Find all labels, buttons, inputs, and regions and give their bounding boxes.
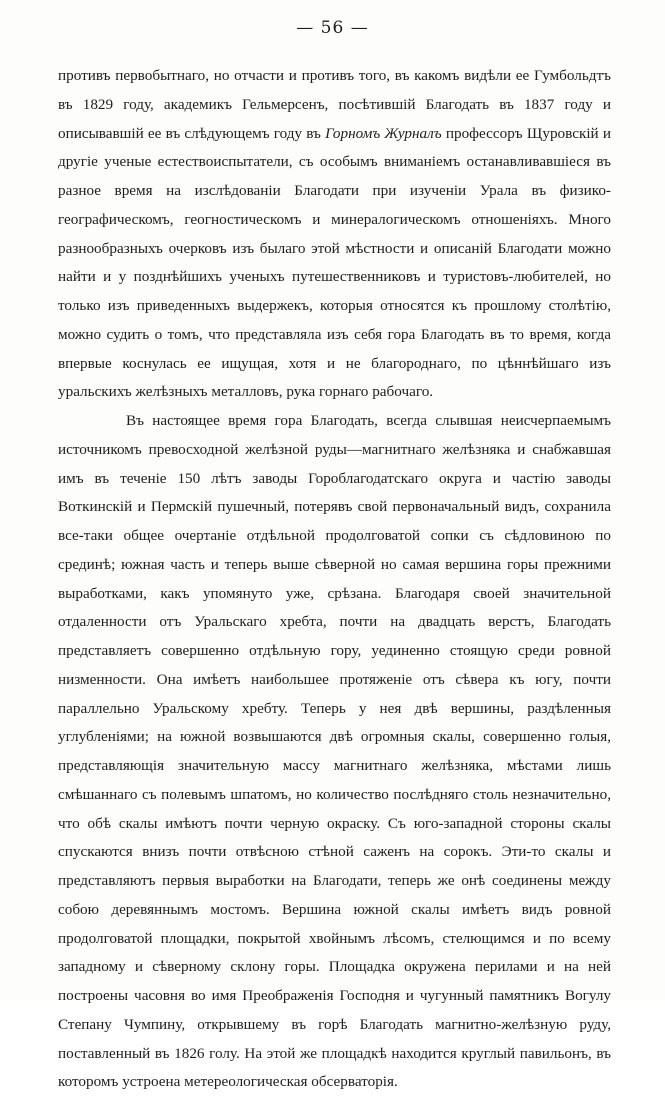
paragraph-2: Въ настоящее время гора Благодать, всегда слывшая неисчерпаемымъ источникомъ превосходной желѣзной руды—магнитнаго желѣзняка и снабжавшая имъ въ теченіе 150 лѣтъ заводы Гороблагодатскаго округа и частію заводы Воткинскій и Пермскій пушечный, потерявъ свой первоначальный видъ, сохранила все-таки общее очертаніе отдѣльной продолговатой сопки съ сѣдловиною по срединѣ; южная часть и теперь выше сѣверной но самая вершина горы прежними выработками, какъ упомянуто уже, срѣзана. Благодаря своей значительной отдаленности отъ Уральскаго хребта, почти на двадцать верстъ, Благодать представляетъ совершенно отдѣльную гору, уединенно стоящую среди ровной низменности. Она имѣетъ наибольшее протяженіе отъ сѣвера къ югу, почти параллельно Уральскому хребту. Теперь у нея двѣ вершины, раздѣленныя углубленіями; на южной возвышаются двѣ огромныя скалы, совершенно голыя, представляющія значительную массу магнитнаго желѣзняка, мѣстами лишь смѣшаннаго съ полевымъ шпатомъ, но количество послѣдняго столь незначительно, что обѣ скалы имѣютъ почти черную окраску. Съ юго-западной стороны скалы спускаются внизъ почти отвѣсною стѣной саженъ на сорокъ. Эти-то скалы и представляютъ первыя выработки на Благодати, теперь же онѣ соединены между собою деревяннымъ мостомъ. Вершина южной скалы имѣетъ видъ ровной продолговатой площадки, покрытой хвойнымъ лѣсомъ, стелющимся и по всему западному и сѣверному склону горы. Площадка окружена перилами и на ней построены часовня во имя Преображенія Господня и чугунный памятникъ Вогулу Степану Чумпину, открывшему въ горѣ Благодать магнитно-желѣзную руду, поставленный въ 1826 голу. На этой же площадкѣ находится круглый павильонъ, въ которомъ устроена метереологическая обсерваторія. [58,412,611,1091]
paragraph-1 [58,62,611,407]
journal-title: Горномъ Журналъ [325,124,442,142]
page-number: — 56 — [296,18,369,38]
paragraph-1-part-2: профессоръ Щуровскій и другіе ученые естествоиспытатели, съ особымъ вниманіемъ останавливавшіеся въ разное время на изслѣдованіи Благодати при изученіи Урала въ физико-географическомъ, геогностическомъ и минералогическомъ отношеніяхъ. Много разнообразныхъ очерковъ изъ былаго этой мѣстности и описаній Благодати можно найти и у позднѣйшихъ ученыхъ путешественниковъ и туристовъ-любителей, но только изъ приведенныхъ выдержекъ, которыя относятся къ прошлому столѣтію, можно судить о томъ, что представляла изъ себя гора Благодать въ то время, когда впервые коснулась ее ищущая, хотя и не благороднаго, по цѣннѣйшаго изъ уральскихъ желѣзныхъ металловъ, рука горнаго рабочаго. [58,124,611,401]
body-text [58,62,611,1097]
paragraph-1-part-1: противъ первобытнаго, но отчасти и противъ того, въ какомъ видѣли ее Гумбольдтъ въ 1829 году, академикъ Гельмерсенъ, посѣтившій Благодать въ 1837 году и описывавшій ее въ слѣдующемъ году въ [58,67,611,142]
